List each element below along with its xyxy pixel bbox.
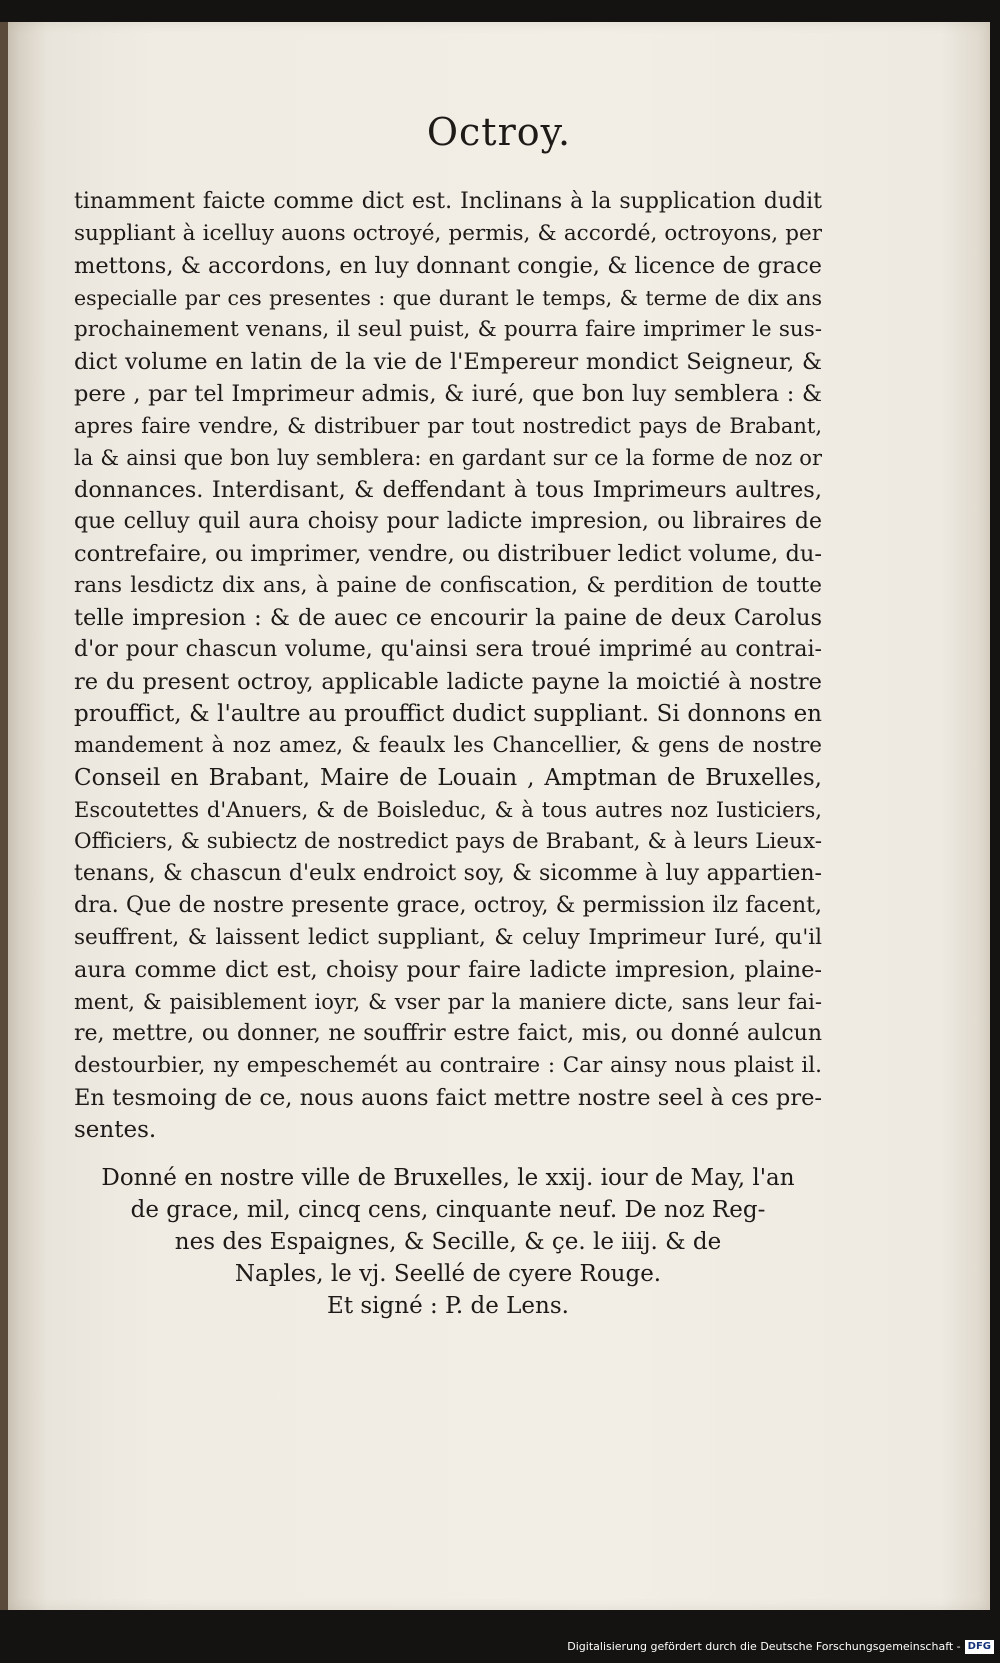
text-line: Officiers, & subiectz de nostredict pays de Brabant, & à leurs Lieux- <box>74 829 822 854</box>
text-line: pere , par tel Imprimeur admis, & iuré, que bon luy semblera : & <box>74 381 822 407</box>
text-line: dict volume en latin de la vie de l'Empereur mondict Seigneur, & <box>74 349 822 375</box>
closing-line: Naples, le vj. Seellé de cyere Rouge. <box>234 1261 662 1287</box>
text-line: la & ainsi que bon luy semblera: en gardant sur ce la forme de noz or <box>74 446 822 470</box>
text-line: tinamment faicte comme dict est. Inclinans à la supplication dudit <box>74 189 822 214</box>
running-head: Octroy. <box>426 110 572 154</box>
text-line: Escoutettes d'Anuers, & de Boisleduc, & à tous autres noz Iusticiers, <box>74 798 822 822</box>
text-line: re du present octroy, applicable ladicte payne la moictié à nostre <box>74 669 822 695</box>
closing-line: Donné en nostre ville de Bruxelles, le xxij. iour de May, l'an <box>101 1165 795 1191</box>
text-line: telle impresion : & de auec ce encourir la paine de deux Carolus <box>74 605 822 631</box>
text-line: apres faire vendre, & distribuer par tout nostredict pays de Brabant, <box>74 414 822 438</box>
closing-line: nes des Espaignes, & Secille, & çe. le iiij. & de <box>174 1229 722 1255</box>
closing-line: de grace, mil, cincq cens, cinquante neuf. De noz Reg- <box>130 1197 766 1223</box>
text-line: mettons, & accordons, en luy donnant congie, & licence de grace <box>74 253 822 279</box>
text-line: Conseil en Brabant, Maire de Louain , Amptman de Bruxelles, <box>74 765 822 791</box>
text-line: re, mettre, ou donner, ne souffrir estre faict, mis, ou donné aulcun <box>74 1021 822 1046</box>
text-line: especialle par ces presentes : que durant le temps, & terme de dix ans <box>74 286 822 310</box>
funding-footer <box>567 1637 994 1657</box>
text-line: donnances. Interdisant, & deffendant à tous Imprimeurs aultres, <box>74 477 822 503</box>
text-line: prochainement venans, il seul puist, & pourra faire imprimer le sus- <box>74 317 822 342</box>
text-line: contrefaire, ou imprimer, vendre, ou distribuer ledict volume, du- <box>74 541 822 567</box>
text-line: seuffrent, & laissent ledict suppliant, & celuy Imprimeur Iuré, qu'il <box>74 925 822 950</box>
text-line: tenans, & chascun d'eulx endroict soy, & sicomme à luy appartien- <box>74 861 822 886</box>
text-line: suppliant à icelluy auons octroyé, permis, & accordé, octroyons, per <box>74 221 822 246</box>
text-line: prouffict, & l'aultre au prouffict dudict suppliant. Si donnons en <box>74 701 822 727</box>
text-line: mandement à noz amez, & feaulx les Chancellier, & gens de nostre <box>74 733 822 758</box>
text-line: En tesmoing de ce, nous auons faict mettre nostre seel à ces pre- <box>74 1085 822 1111</box>
adjacent-page-edge <box>0 22 8 1610</box>
text-line: sentes. <box>74 1117 157 1143</box>
text-line: ment, & paisiblement ioyr, & vser par la maniere dicte, sans leur fai- <box>74 990 822 1014</box>
signature-line: Et signé : P. de Lens. <box>327 1293 569 1319</box>
dfg-logo: DFG <box>965 1640 994 1654</box>
funding-notice: Digitalisierung gefördert durch die Deutsche Forschungsgemeinschaft - <box>567 1640 961 1653</box>
text-line: dra. Que de nostre presente grace, octroy, & permission ilz facent, <box>74 893 822 918</box>
body-text <box>74 186 822 1146</box>
closing-formula <box>74 1162 822 1322</box>
text-line: d'or pour chascun volume, qu'ainsi sera troué imprimé au contrai- <box>74 637 822 662</box>
text-line: que celluy quil aura choisy pour ladicte impresion, ou libraires de <box>74 509 822 534</box>
text-line: aura comme dict est, choisy pour faire ladicte impresion, plaine- <box>74 957 822 983</box>
text-line: rans lesdictz dix ans, à paine de confiscation, & perdition de toutte <box>74 573 822 598</box>
book-page <box>8 22 990 1610</box>
text-line: destourbier, ny empeschemét au contraire : Car ainsy nous plaist il. <box>74 1053 822 1078</box>
